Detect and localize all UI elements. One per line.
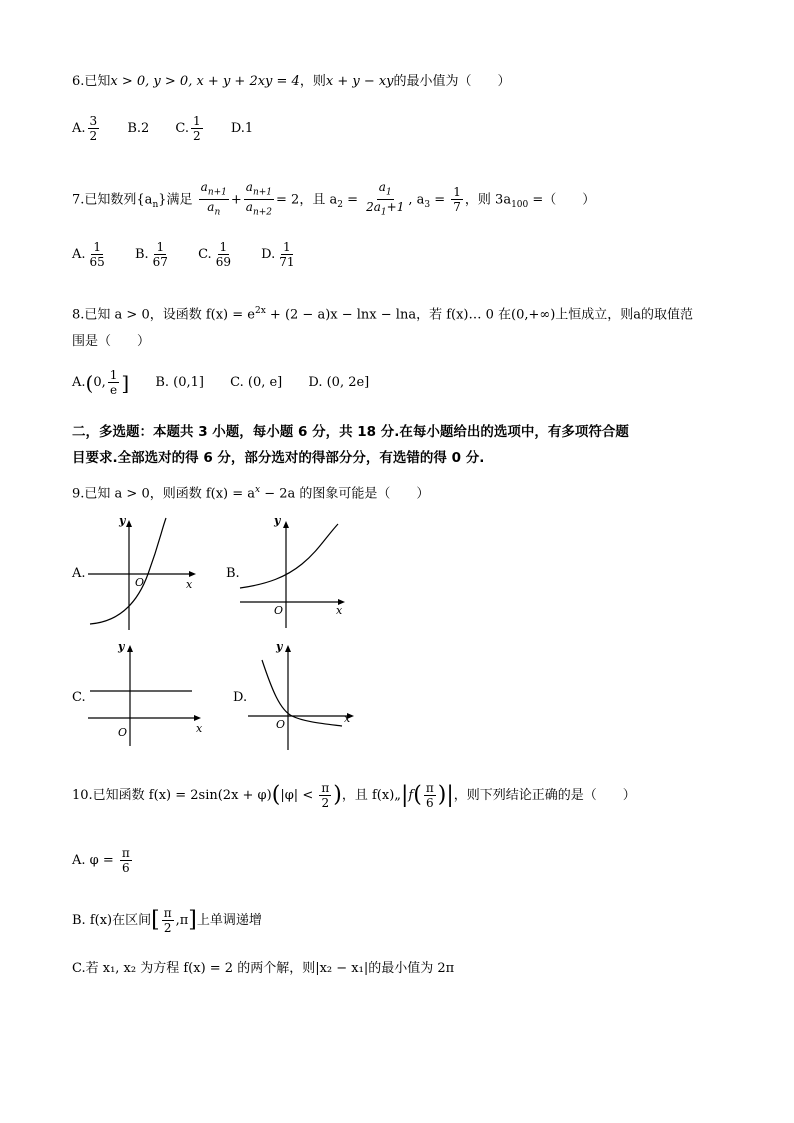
q8-option-a-num: 1 [109,368,118,382]
q8-stem-line1 [72,302,693,324]
q9-text: 9.已知 a > 0，则函数 f(x) = a [72,486,256,502]
q6-options [72,114,275,143]
q7-frac2 [244,180,274,220]
q9-exp: x [255,485,261,495]
q7-frac3 [364,180,406,220]
q6-option-d [231,120,253,138]
graph-d-y-arrow [285,645,291,652]
graph-b-label: B. [226,566,240,581]
q10-line1-a: 10.已知函数 f(x) = 2sin(2x + φ) [72,788,272,803]
q10-option-b-b: 上单调递增 [196,913,262,928]
q10-abs-right: | [446,782,454,808]
q7-option-b-label: B. [134,246,149,262]
graph-a-y-arrow [126,520,132,527]
q10-option-a-label: A. φ = [72,853,118,868]
q10-option-a [72,846,134,875]
q10-rparen: ) [333,782,342,808]
q7-frac2-den [244,200,274,219]
q7-suffix: =（ ） [528,192,596,208]
q7-option-d-den: 71 [279,255,295,269]
q7-option-b-den: 67 [152,255,168,269]
q6-option-a-label: A. [72,120,86,136]
q7-option-d-frac [277,240,296,269]
q6-stem [72,73,511,91]
q6-condition: x > 0, y > 0, x + y + 2xy = 4 [110,74,300,89]
q10-cond-frac [319,781,331,810]
graph-c-x-arrow [194,715,201,721]
q7-option-a-label: A. [72,246,86,262]
q7-frac3-den-a: 2a [366,200,381,215]
q8-option-a-frac [108,368,120,397]
q10-option-b-frac [162,906,174,935]
q10-option-a-den: 6 [122,861,130,875]
q7-frac2-den-a: a [245,200,253,215]
q7-frac3-num [377,180,394,200]
q7-frac2-den-sub: n+2 [252,207,273,218]
q7-option-c-den: 69 [215,255,231,269]
graph-c-y-arrow [127,645,133,652]
graph-a [86,512,201,632]
q10-option-b-a: B. f(x)在区间 [72,913,152,928]
q7-frac3-den-sub: 1 [380,207,387,218]
q8-option-a-den: e [110,383,118,397]
q6-option-c-num: 1 [193,114,201,128]
q6-option-c [175,114,204,143]
q6-option-b-label: B.2 [127,120,150,136]
q7-frac3-den-tail: +1 [386,200,405,215]
graph-a-x-label: x [186,578,193,591]
q10-option-c: C.若 x₁, x₂ 为方程 f(x) = 2 的两个解，则|x₂ − x₁|的最小值为 2π [72,961,455,976]
q7-frac2-num-a: a [245,180,253,194]
graph-a-y-label: y [119,514,126,527]
q8-option-a-lparen: ( [85,370,94,395]
q7-comma: , a [408,192,425,208]
q10-stem [72,781,636,810]
q6-option-a-frac [88,114,100,143]
q7-option-d-num: 1 [283,240,291,254]
graph-d-x-label: x [344,712,351,725]
q7-option-c [198,240,235,269]
q6-option-c-frac [191,114,203,143]
q10-option-b [72,906,262,935]
q8-stem-line2 [72,333,150,351]
q7-n-sub: n [152,199,159,210]
graph-b-y-label: y [274,514,281,527]
q8-option-a-rbracket: ] [121,370,130,395]
q7-option-a [72,240,109,269]
q10-option-b-rbracket: ] [188,907,197,933]
q7-frac3-num-a: a [378,180,386,194]
graph-c-y-label: y [118,640,125,653]
graph-a-origin: O [135,576,145,589]
q7-mid2: ，且 a [299,192,338,208]
q8-option-b: B. (0,1] [155,374,204,390]
q6-option-d-label: D.1 [230,120,254,136]
q7-mid1: }满足 [158,192,193,208]
q7-mid3: ，则 3a [464,192,512,208]
q7-option-a-num: 1 [93,240,101,254]
graph-b [238,512,350,632]
q10-abs-frac [424,781,436,810]
q9-text2: − 2a 的图象可能是（ ） [260,486,430,502]
q7-frac1-den [205,200,222,219]
graph-d [246,638,358,753]
q8-line2: 围是（ ） [72,334,151,349]
section2-line1: 二，多选题：本题共 3 小题，每小题 6 分，共 18 分.在每小题给出的选项中，有多项符合题 [72,424,629,440]
q8-option-a-left: 0, [93,374,106,390]
graph-b-y-arrow [283,521,289,528]
q10-cond: |φ| < [280,788,318,803]
q6-option-a-den: 2 [89,129,98,143]
q10-cond-num: π [321,781,330,795]
q10-option-b-den: 2 [163,921,172,935]
graph-c-origin: O [118,726,128,739]
q7-frac1 [199,180,229,220]
graph-d-origin: O [276,718,286,731]
q6-option-c-den: 2 [193,129,201,143]
q8-option-d: D. (0, 2e] [308,374,370,390]
q7-frac3-num-sub: 1 [385,187,392,198]
q7-frac1-num-sub: n+1 [207,187,227,198]
q7-frac2-num-sub: n+1 [252,187,273,198]
q7-option-d-label: D. [261,246,276,262]
q10-option-a-frac [120,846,132,875]
graph-b-x-label: x [336,604,343,617]
q8-option-c: C. (0, e] [230,374,283,390]
q7-a100-sub: 100 [511,199,529,210]
q6-suffix: 的最小值为（ ） [393,74,511,89]
q10-abs-den: 6 [425,796,434,810]
q6-option-a-num: 3 [89,114,98,128]
q10-abs-num: π [425,781,434,795]
q7-option-c-frac [214,240,233,269]
q7-a2-sub: 2 [337,199,343,210]
q10-line1-b: ，且 f(x)„ [341,788,401,803]
q7-plus: + [230,192,242,208]
q10-option-b-tail: ,π [175,913,189,928]
q6-expression: x + y − xy [325,74,394,89]
graph-b-origin: O [274,604,284,617]
q7-option-b-frac [151,240,170,269]
q7-a3-sub: 3 [424,199,431,210]
q7-eq3: = [430,192,450,208]
q7-option-b-num: 1 [156,240,165,254]
graph-b-curve [240,524,338,588]
q7-frac3-den [364,200,406,219]
q8-options [72,368,391,397]
q6-option-a [72,114,101,143]
q7-options [72,240,320,269]
q7-frac4-den: 7 [453,200,461,215]
q7-option-c-num: 1 [219,240,228,254]
q8-option-a [72,368,129,397]
q7-eq2: = [342,192,363,208]
q10-lparen: ( [271,782,281,808]
graph-a-curve [90,518,166,624]
q7-frac1-num [199,180,229,200]
q6-mid: ，则 [299,74,326,89]
graph-c-x-label: x [196,722,203,735]
graph-a-label: A. [72,566,86,581]
q7-option-a-den: 65 [89,255,105,269]
graph-c-label: C. [72,690,86,705]
q8-line1-b: + (2 − a)x − lnx − lna，若 f(x)… 0 在(0,+∞)上恒成立，则a的取值范 [265,307,694,323]
q10-cond-den: 2 [321,796,330,810]
q7-option-b [135,240,172,269]
q10-abs-lparen: ( [413,782,422,808]
q8-line1-a: 8.已知 a > 0，设函数 f(x) = e [72,307,255,323]
q6-option-c-label: C. [175,120,190,136]
q10-abs-rparen: ) [437,782,447,808]
section2-line2: 目要求.全部选对的得 6 分，部分选对的得部分分，有选错的得 0 分. [72,450,485,466]
q7-frac2-num [244,180,274,200]
graph-d-y-label: y [276,640,283,653]
q7-stem [72,180,595,220]
q7-option-a-frac [88,240,107,269]
q10-abs-left: | [401,782,409,808]
q6-option-b [127,120,149,138]
q7-prefix: 7.已知数列{a [72,192,153,208]
q10-line1-c: ，则下列结论正确的是（ ） [453,788,636,803]
graph-c [86,638,211,750]
q6-prefix: 6.已知 [72,74,111,89]
q7-frac1-num-a: a [200,180,208,194]
q10-option-a-num: π [121,846,130,860]
q10-option-b-lbracket: [ [151,907,160,933]
q7-frac4-num: 1 [453,185,461,200]
q7-eq: = 2 [276,192,300,208]
q7-frac1-den-sub: n [214,207,221,218]
q8-exp: 2x [254,306,266,316]
q7-option-d [261,240,298,269]
q10-option-b-num: π [163,906,172,920]
q9-stem [72,481,429,503]
q7-frac4 [451,185,463,214]
q7-frac1-den-a: a [207,200,215,215]
q8-option-a-label: A. [72,374,86,390]
graph-d-label: D. [233,690,248,705]
q10-abs-f: f [408,788,414,803]
q7-option-c-label: C. [198,246,212,262]
graph-a-x-arrow [189,571,196,577]
